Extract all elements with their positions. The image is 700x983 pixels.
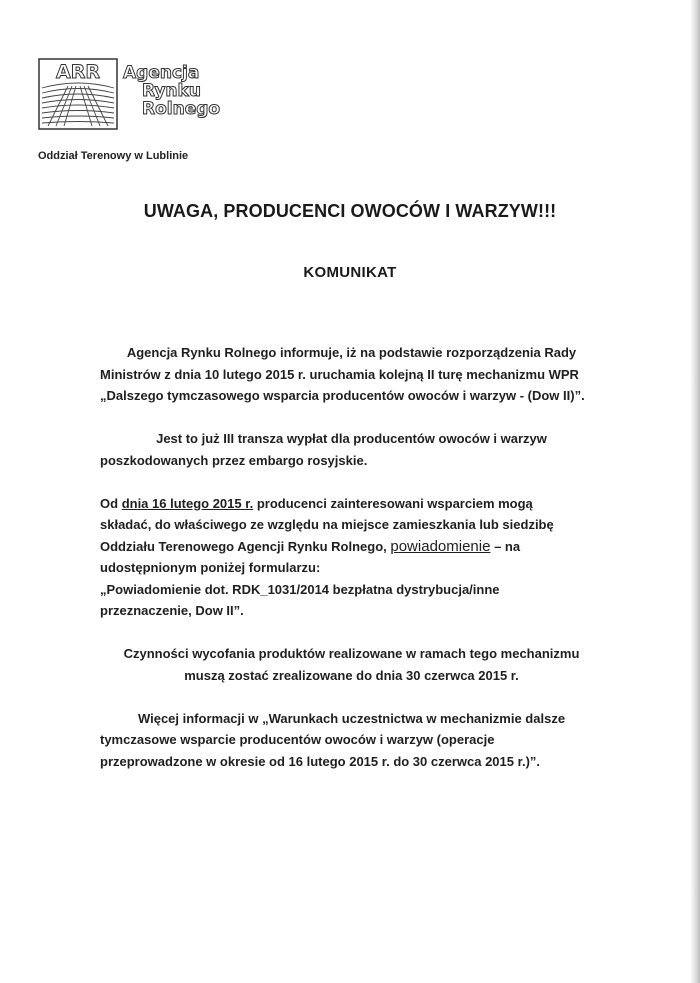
document-subtitle: KOMUNIKAT (303, 264, 397, 281)
p3-line-2: składać, do właściwego ze względu na miejsce zamieszkania lub siedzibę (100, 517, 554, 532)
p2-line-1: Jest to już III transza wypłat dla producentów owoców i warzyw (156, 431, 547, 446)
p3-l3a: Oddziału Terenowego Agencji Rynku Rolnego, (100, 538, 387, 554)
p5-line-2: tymczasowe wsparcie producentów owoców i warzyw (operacje (100, 732, 495, 747)
powiadomienie-link[interactable]: powiadomienie (390, 537, 491, 555)
p3-line-5: „Powiadomienie dot. RDK_1031/2014 bezpłatna dystrybucja/inne (100, 581, 500, 597)
logo-wordmark (123, 64, 220, 118)
scan-edge-shadow (690, 0, 700, 983)
p5-line-3: przeprowadzone w okresie od 16 lutego 2015 r. do 30 czerwca 2015 r.)”. (100, 753, 541, 769)
arr-logo (38, 58, 220, 130)
p3-l3b: – na (494, 538, 521, 554)
p3-line-6: przeznaczenie, Dow II”. (100, 603, 244, 618)
logo-line-1: Agencja (123, 63, 200, 83)
arr-logo-mark (38, 58, 118, 130)
logo-line-3: Rolnego (142, 99, 221, 119)
announcement-body (100, 342, 603, 772)
p5-line-1: Więcej informacji w „Warunkach uczestnictwa w mechanizmie dalsze (137, 710, 566, 726)
p3-line-1 (100, 493, 603, 515)
p3-pre: Od (100, 495, 119, 511)
branch-office: Oddział Terenowy w Lublinie (38, 150, 189, 162)
p1-line-2: Ministrów z dnia 10 lutego 2015 r. uruchamia kolejną II turę mechanizmu WPR (100, 366, 579, 382)
p3-line-4: udostępnionym poniżej formularzu: (100, 560, 321, 575)
p1-line-3: „Dalszego tymczasowego wsparcia producentów owoców i warzyw - (Dow II)”. (100, 388, 585, 403)
logo-abbr: ARR (56, 61, 100, 83)
logo-line-2: Rynku (142, 81, 201, 101)
deadline-date: dnia 16 lutego 2015 r. (121, 495, 254, 511)
headline: UWAGA, PRODUCENCI OWOCÓW I WARZYW!!! (143, 201, 557, 221)
p2-line-2: poszkodowanych przez embargo rosyjskie. (100, 452, 368, 468)
p3-line-3 (100, 536, 603, 558)
p1-line-1: Agencja Rynku Rolnego informuje, iż na podstawie rozporządzenia Rady (126, 345, 577, 360)
p4-line-1: Czynności wycofania produktów realizowane w ramach tego mechanizmu (123, 646, 580, 661)
p3-post: producenci zainteresowani wsparciem mogą (256, 495, 533, 511)
p4-line-2: muszą zostać zrealizowane do dnia 30 czerwca 2015 r. (184, 667, 519, 683)
